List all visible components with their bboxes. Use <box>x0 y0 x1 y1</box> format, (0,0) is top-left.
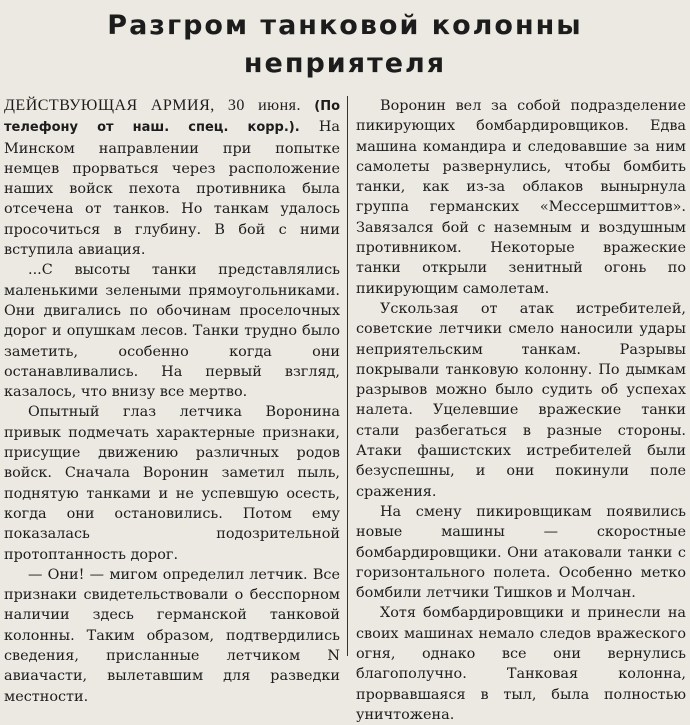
headline-line-2: неприятеля <box>243 48 447 79</box>
paragraph-1 <box>4 96 340 260</box>
paragraph-6: Ускользая от атак истребителей, советские летчики смело наносили удары неприятельским танкам. Разрывы покрывали танковую колонну. По дымкам разрывов можно было судить об успехах налета. Уцелевшие вражеские танки стали разбегаться в разные стороны. Атаки фашистских истребителей были безуспешны, и они покинули поле сражения. <box>356 300 686 500</box>
paragraph-4: — Они! — мигом определил летчик. Все признаки свидетельствовали о бесспорном наличии здесь германской танковой колонны. Таким образом, подтвердились сведения, присланные летчиком N авиачасти, вылетавшим для разведки местности. <box>4 566 340 705</box>
paragraph-2: ...С высоты танки представлялись маленькими зелеными прямоугольниками. Они двигались по обочинам проселочных дорог и опушкам лесов. Танки трудно было заметить, особенно когда они останавливались. На первый взгляд, казалось, что внизу все мертво. <box>4 262 340 401</box>
headline-line-1: Разгром танковой колонны <box>107 10 583 41</box>
right-column <box>356 96 686 725</box>
paragraph-3: Опытный глаз летчика Воронина привык подмечать характерные признаки, присущие движению различных родов войск. Сначала Воронин заметил пыль, поднятую танками и не успевшую осесть, когда они остановились. Потом ему показалась подозрительной протоптанность дорог. <box>4 404 340 563</box>
paragraph-5: Воронин вел за собой подразделение пикирующих бомбардировщиков. Едва машина командира и следовавшие за ним самолеты развернулись, чтобы бомбить танки, как из-за облаков вынырнула группа германских «Мессершмиттов». Завязался бой с наземным и воздушным противником. Некоторые вражеские танки открыли зенитный огонь по пикирующим самолетам. <box>356 98 686 297</box>
article-headline <box>0 0 690 86</box>
paragraph-8: Хотя бомбардировщики и принесли на своих машинах немало следов вражеского огня, однако все они вернулись благополучно. Танковая колонна, прорвавшаяся в тыл, была полностью уничтожена. <box>356 605 686 723</box>
left-column <box>4 96 340 707</box>
column-divider <box>347 96 348 656</box>
paragraph-7: На смену пикировщикам появились новые машины — скоростные бомбардировщики. Они атаковали танки с горизонтального полета. Особенно метко бомбили летчики Тишков и Молчан. <box>356 503 686 602</box>
byline: (По телефону от наш. спец. корр.). <box>4 99 341 136</box>
paragraph-1-text: На Минском направлении при попытке немцев прорваться через расположение наших войск пехота противника была отсечена от танков. Но танкам удалось просочиться в глубину. В бой с ними вступила авиация. <box>4 119 340 259</box>
dateline: ДЕЙСТВУЮЩАЯ АРМИЯ, 30 июня. <box>4 97 302 114</box>
